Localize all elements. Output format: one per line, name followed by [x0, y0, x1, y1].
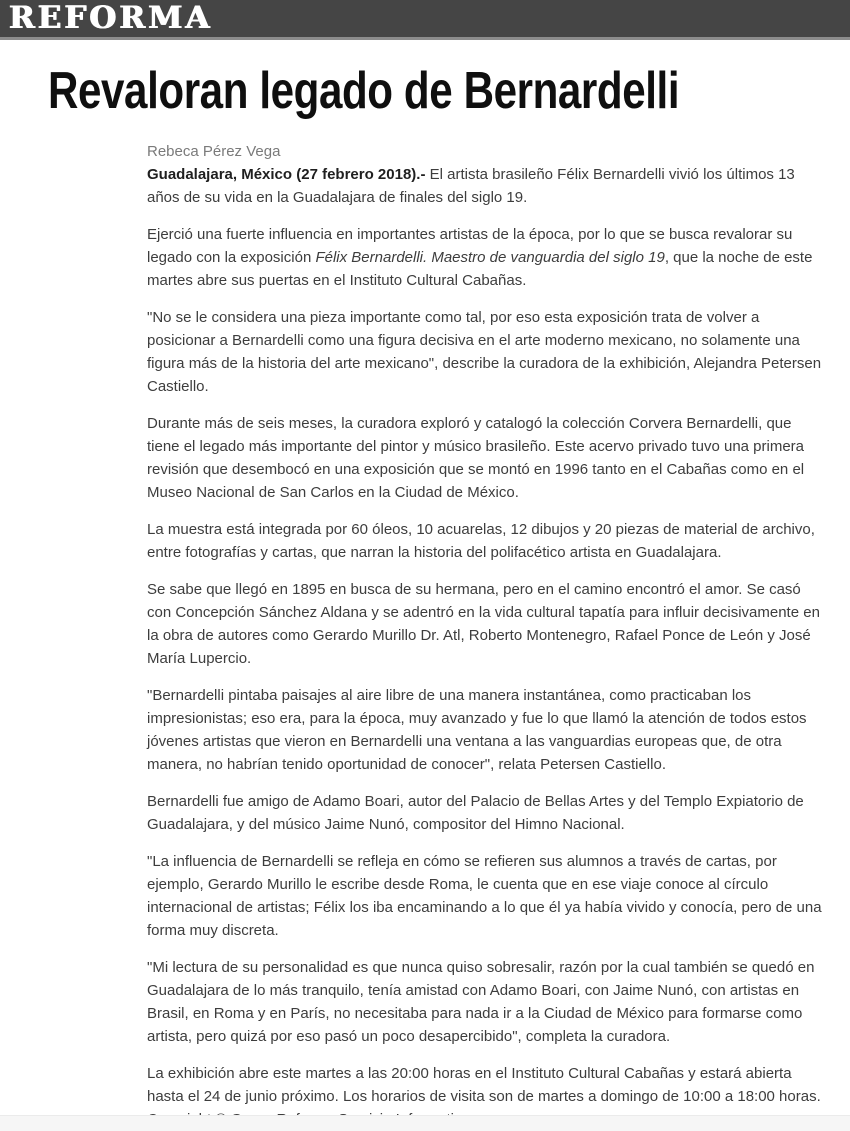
text-segment: "Bernardelli pintaba paisajes al aire libre de una manera instantánea, como practicaban los impresionistas; eso era, para la época, muy avanzado y fue lo que llamó la atención de todos estos jóvenes artistas que vieron en Bernardelli una ventana a las vanguardias europeas que, de otra manera, no habrían tenido oportunidad de conocer", relata Petersen Castiello. — [147, 687, 807, 774]
masthead — [0, 0, 850, 40]
text-segment: Ejerció una fuerte influencia en importantes artistas de la época, por lo que se busca revalorar su legado con la exposición — [147, 226, 793, 267]
text-segment: "La influencia de Bernardelli se refleja en cómo se refieren sus alumnos a través de cartas, por ejemplo, Gerardo Murillo le escribe desde Roma, le cuenta que en ese viaje conoce al círculo internacional de artistas; Félix los iba encaminando a lo que él ya había vivido y conocía, pero de una forma muy discreta. — [147, 853, 822, 940]
article-paragraph — [147, 850, 823, 942]
text-segment: "No se le considera una pieza importante como tal, por eso esta exposición trata de volver a posicionar a Bernardelli como una figura decisiva en el arte moderno mexicano, no solamente una figura más de la historia del arte mexicano", describe la curadora de la exhibición, Alejandra Petersen Castiello. — [147, 309, 822, 396]
article-paragraph — [147, 518, 823, 564]
text-segment: Guadalajara, México (27 febrero 2018).- — [147, 166, 430, 184]
byline: Rebeca Pérez Vega — [147, 143, 281, 161]
article-paragraph — [147, 1062, 823, 1108]
article-paragraph — [147, 163, 823, 209]
article-body — [147, 140, 823, 1131]
text-segment: , que la noche de este martes abre sus puertas en el Instituto Cultural Cabañas. — [147, 249, 813, 290]
article-paragraph — [147, 790, 823, 836]
article-paragraph — [147, 578, 823, 670]
text-segment: La exhibición abre este martes a las 20:00 horas en el Instituto Cultural Cabañas y estará abierta hasta el 24 de junio próximo. Los horarios de visita son de martes a domingo de 10:00 a 18:00 horas. — [147, 1065, 821, 1106]
article-paragraph — [147, 412, 823, 504]
article-paragraphs — [147, 163, 823, 1108]
text-segment: La muestra está integrada por 60 óleos, 10 acuarelas, 12 dibujos y 20 piezas de material de archivo, entre fotografías y cartas, que narran la historia del polifacético artista en Guadalajara. — [147, 521, 815, 562]
page-footer-strip — [0, 1115, 850, 1131]
article-headline: Revaloran legado de Bernardelli — [48, 62, 680, 120]
text-segment: "Mi lectura de su personalidad es que nunca quiso sobresalir, razón por la cual también se quedó en Guadalajara de lo más tranquilo, tenía amistad con Adamo Boari, con Jaime Nunó, con artistas en Brasil, en Roma y en París, no necesitaba para nada ir a la Ciudad de México para formarse como artista, pero quizá por eso pasó un poco desapercibido", completa la curadora. — [147, 959, 815, 1046]
article-paragraph — [147, 956, 823, 1048]
article-paragraph — [147, 223, 823, 292]
text-segment: Se sabe que llegó en 1895 en busca de su hermana, pero en el camino encontró el amor. Se casó con Concepción Sánchez Aldana y se adentró en la vida cultural tapatía para influir decisivamente en la obra de autores como Gerardo Murillo Dr. Atl, Roberto Montenegro, Rafael Ponce de León y José María Lupercio. — [147, 581, 820, 668]
article-paragraph — [147, 684, 823, 776]
text-segment: El artista brasileño Félix Bernardelli vivió los últimos 13 años de su vida en la Guadalajara de finales del siglo 19. — [147, 166, 795, 207]
text-segment: Bernardelli fue amigo de Adamo Boari, autor del Palacio de Bellas Artes y del Templo Expiatorio de Guadalajara, y del músico Jaime Nunó, compositor del Himno Nacional. — [147, 793, 804, 834]
reforma-logo: REFORMA — [9, 0, 213, 36]
text-segment: Durante más de seis meses, la curadora exploró y catalogó la colección Corvera Bernardelli, que tiene el legado más importante del pintor y músico brasileño. Este acervo privado tuvo una primera revisión que desembocó en una exposición que se montó en 1996 tanto en el Cabañas como en el Museo Nacional de San Carlos en la Ciudad de México. — [147, 415, 805, 502]
text-segment: Félix Bernardelli. Maestro de vanguardia del siglo 19 — [315, 249, 665, 267]
article-paragraph — [147, 306, 823, 398]
